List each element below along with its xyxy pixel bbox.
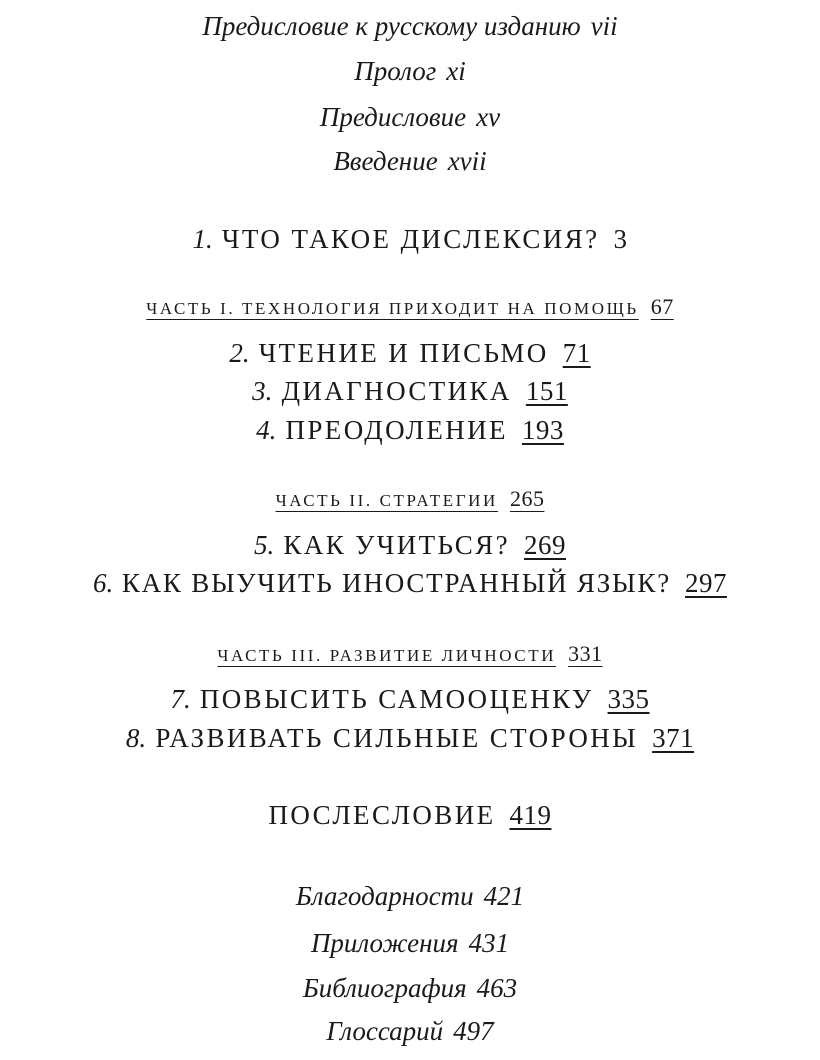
entry-page: vii xyxy=(590,11,618,41)
chapter-page: 419 xyxy=(509,800,552,830)
toc-part-3 xyxy=(0,642,820,668)
chapter-title: ПРЕОДОЛЕНИЕ xyxy=(285,415,508,445)
chapter-number: 6. xyxy=(93,568,114,598)
chapter-number: 5. xyxy=(254,530,275,560)
chapter-page: 335 xyxy=(607,684,650,714)
toc-entry-preface-russian xyxy=(0,10,820,42)
entry-title: Пролог xyxy=(354,56,437,86)
entry-title: Предисловие xyxy=(319,102,467,132)
toc-entry-introduction xyxy=(0,145,820,177)
chapter-title: ЧТЕНИЕ И ПИСЬМО xyxy=(258,338,549,368)
part-page: 67 xyxy=(650,294,674,319)
toc-chapter-1 xyxy=(0,222,820,256)
toc-chapter-7 xyxy=(0,682,820,716)
chapter-number: 3. xyxy=(252,376,273,406)
chapter-title: КАК ВЫУЧИТЬ ИНОСТРАННЫЙ ЯЗЫК? xyxy=(121,568,671,598)
chapter-page: 193 xyxy=(521,415,564,445)
part-title: ЧАСТЬ II. СТРАТЕГИИ xyxy=(275,491,498,510)
toc-entry-acknowledgements xyxy=(0,880,820,912)
part-page: 331 xyxy=(568,641,603,666)
chapter-page: 297 xyxy=(685,568,727,598)
entry-page: xvii xyxy=(447,146,487,176)
chapter-title: КАК УЧИТЬСЯ? xyxy=(283,530,510,560)
part-title: ЧАСТЬ I. ТЕХНОЛОГИЯ ПРИХОДИТ НА ПОМОЩЬ xyxy=(146,299,639,318)
toc-part-2 xyxy=(0,487,820,513)
chapter-number: 4. xyxy=(256,415,277,445)
toc-chapter-8 xyxy=(0,721,820,755)
chapter-page: 371 xyxy=(652,723,695,753)
chapter-title: ЧТО ТАКОЕ ДИСЛЕКСИЯ? xyxy=(221,224,600,254)
toc-entry-prologue xyxy=(0,55,820,87)
entry-title: Благодарности xyxy=(295,881,474,911)
entry-page: xi xyxy=(446,56,466,86)
entry-title: Приложения xyxy=(310,928,459,958)
entry-page: 421 xyxy=(483,881,525,911)
entry-title: Введение xyxy=(333,146,438,176)
toc-chapter-6 xyxy=(0,566,820,600)
toc-chapter-3 xyxy=(0,374,820,408)
toc-chapter-4 xyxy=(0,413,820,447)
entry-title: Библиография xyxy=(302,973,467,1003)
chapter-page: 71 xyxy=(562,338,591,368)
chapter-page: 3 xyxy=(613,224,628,254)
chapter-number: 7. xyxy=(170,684,191,714)
toc-afterword xyxy=(0,798,820,832)
part-page: 265 xyxy=(509,486,545,511)
chapter-title: ДИАГНОСТИКА xyxy=(281,376,512,406)
toc-chapter-5 xyxy=(0,528,820,562)
toc-part-1 xyxy=(0,295,820,321)
entry-title: Глоссарий xyxy=(326,1016,444,1046)
toc-entry-appendices xyxy=(0,927,820,959)
entry-page: 463 xyxy=(476,973,518,1003)
toc-entry-glossary xyxy=(0,1015,820,1047)
toc-entry-bibliography xyxy=(0,972,820,1004)
chapter-title: РАЗВИВАТЬ СИЛЬНЫЕ СТОРОНЫ xyxy=(155,723,639,753)
chapter-page: 269 xyxy=(523,530,566,560)
chapter-number: 2. xyxy=(229,338,250,368)
entry-page: 431 xyxy=(468,928,510,958)
entry-page: xv xyxy=(476,102,501,132)
part-title: ЧАСТЬ III. РАЗВИТИЕ ЛИЧНОСТИ xyxy=(217,646,557,665)
toc-entry-preface xyxy=(0,101,820,133)
chapter-title: ПОВЫСИТЬ САМООЦЕНКУ xyxy=(199,684,594,714)
toc-chapter-2 xyxy=(0,336,820,370)
chapter-number: 1. xyxy=(192,224,213,254)
chapter-title: ПОСЛЕСЛОВИЕ xyxy=(268,800,496,830)
chapter-page: 151 xyxy=(525,376,568,406)
entry-page: 497 xyxy=(453,1016,494,1046)
entry-title: Предисловие к русскому изданию xyxy=(202,11,581,41)
chapter-number: 8. xyxy=(125,723,147,753)
